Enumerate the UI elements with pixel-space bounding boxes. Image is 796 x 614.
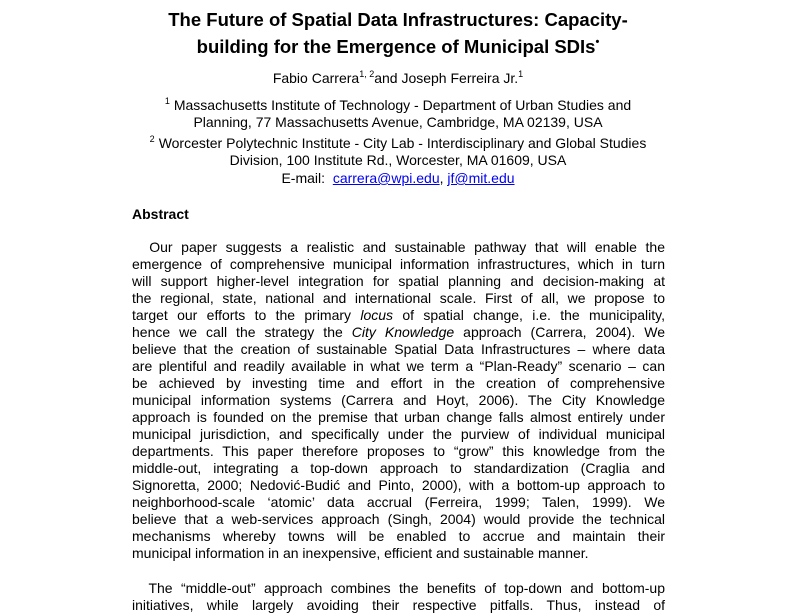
emphasis-locus: locus <box>360 307 394 323</box>
author-1-affil: 1, 2 <box>359 69 375 79</box>
affiliation-2-number: 2 <box>149 134 155 144</box>
email-link-ferreira[interactable]: jf@mit.edu <box>447 170 515 186</box>
author-1: Fabio Carrera <box>272 70 360 86</box>
affiliation-2-line-1: Worcester Polytechnic Institute - City Lab - Interdisciplinary and Global Studies <box>158 135 647 151</box>
abstract-heading: Abstract <box>132 206 189 222</box>
affiliation-1 <box>100 93 696 131</box>
author-line <box>100 66 696 87</box>
text-line <box>132 324 665 341</box>
affiliation-1-line-1: Massachusetts Institute of Technology - Department of Urban Studies and <box>173 97 632 113</box>
text-line: be achieved by investing time and effort in the creation of comprehensive <box>132 375 665 391</box>
text-line: believe that the creation of sustainable Spatial Data Infrastructures – where data <box>132 341 665 357</box>
affiliation-2 <box>100 131 696 169</box>
affiliation-1-number: 1 <box>164 96 170 106</box>
text-line <box>132 307 665 324</box>
text-run: hence we call the strategy the <box>132 324 352 340</box>
text-line: will support higher-level integration for spatial planning and decision-making at <box>132 273 665 289</box>
text-line: emergence of comprehensive municipal information infrastructures, which in turn <box>132 256 665 272</box>
affiliation-1-line-2: Planning, 77 Massachusetts Avenue, Cambridge, MA 02139, USA <box>193 114 603 130</box>
author-joiner: and Joseph Ferreira Jr. <box>374 70 519 86</box>
text-line: The “middle-out” approach combines the benefits of top-down and bottom-up <box>132 580 665 596</box>
title-line-1: The Future of Spatial Data Infrastructures: Capacity- <box>168 9 628 30</box>
text-line: Our paper suggests a realistic and sustainable pathway that will enable the <box>132 239 665 255</box>
text-line: departments. This paper therefore proposes to “grow” this knowledge from the <box>132 443 665 459</box>
affiliation-2-line-2: Division, 100 Institute Rd., Worcester, MA 01609, USA <box>229 152 567 168</box>
text-line: approach is founded on the premise that urban change falls almost entirely under <box>132 409 665 425</box>
text-run: approach (Carrera, 2004). We <box>454 324 666 340</box>
abstract-paragraph-1 <box>132 239 665 562</box>
email-label: E-mail: <box>281 170 326 186</box>
text-line: the regional, state, national and international scale. First of all, we propose to <box>132 290 665 306</box>
paper-title <box>100 9 696 58</box>
text-line: initiatives, while largely avoiding their respective pitfalls. Thus, instead of <box>132 597 665 613</box>
text-run: of spatial change, i.e. the municipality, <box>393 307 665 323</box>
email-link-carrera[interactable]: carrera@wpi.edu <box>332 170 440 186</box>
emphasis-city-knowledge: City Knowledge <box>351 324 455 340</box>
title-line-2: building for the Emergence of Municipal SDIs <box>196 36 596 57</box>
title-footnote-mark: • <box>595 36 600 48</box>
text-line: municipal jurisdiction, and specifically under the purview of individual municipal <box>132 426 665 442</box>
text-line: mechanisms whereby towns will be enabled to accrue and maintain their <box>132 528 665 544</box>
email-separator: , <box>439 170 444 186</box>
text-line: municipal information systems (Carrera and Hoyt, 2006). The City Knowledge <box>132 392 665 408</box>
text-line: believe that a web-services approach (Singh, 2004) would provide the technical <box>132 511 665 527</box>
email-line <box>100 170 696 187</box>
text-line: neighborhood-scale ‘atomic’ data accrual (Ferreira, 1999; Talen, 1999). We <box>132 494 665 510</box>
text-run: target our efforts to the primary <box>132 307 361 323</box>
text-line-last: municipal information in an inexpensive, efficient and sustainable manner. <box>132 545 589 561</box>
text-line: are plentiful and readily available in what we term a “Plan-Ready” scenario – can <box>132 358 665 374</box>
text-line: Signoretta, 2000; Nedović-Budić and Pinto, 2000), with a bottom-up approach to <box>132 477 665 493</box>
text-line: middle-out, integrating a top-down approach to standardization (Craglia and <box>132 460 665 476</box>
abstract-paragraph-2 <box>132 580 665 614</box>
author-2-affil: 1 <box>518 69 524 79</box>
